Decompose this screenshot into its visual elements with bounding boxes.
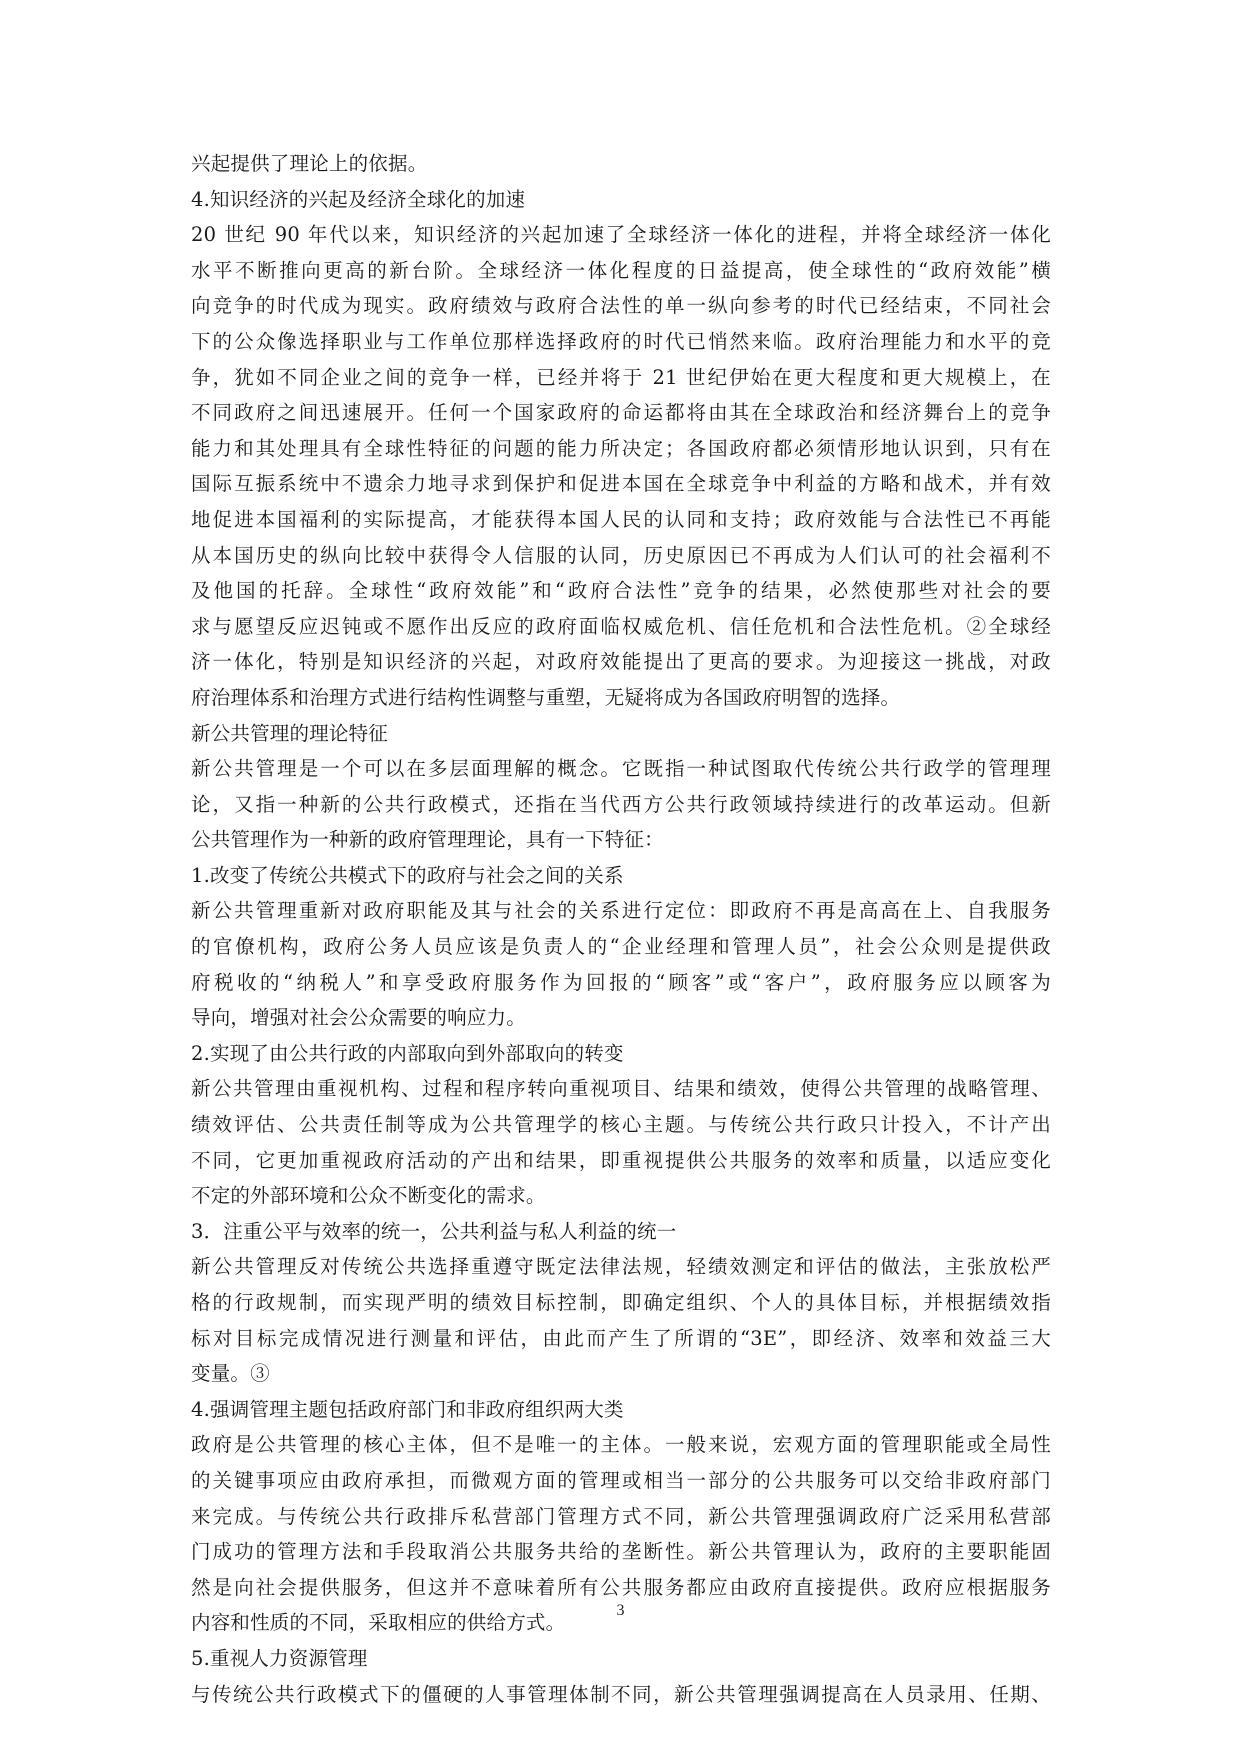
text-line: 济一体化，特别是知识经济的兴起，对政府效能提出了更高的要求。为迎接这一挑战，对政	[191, 650, 1051, 674]
text-line: 新公共管理的理论特征	[191, 721, 389, 745]
text-line: 新公共管理由重视机构、过程和程序转向重视项目、结果和绩效，使得公共管理的战略管理、	[191, 1077, 1051, 1101]
text-line: 不定的外部环境和公众不断变化的需求。	[191, 1184, 546, 1208]
text-line: 及他国的托辞。全球性“政府效能”和“政府合法性”竞争的结果，必然使那些对社会的要	[191, 579, 1051, 603]
text-line: 不同政府之间迅速展开。任何一个国家政府的命运都将由其在全球政治和经济舞台上的竞争	[191, 401, 1051, 425]
text-line: 向竞争的时代成为现实。政府绩效与政府合法性的单一纵向参考的时代已经结束，不同社会	[191, 294, 1051, 318]
text-line: 3．注重公平与效率的统一，公共利益与私人利益的统一	[191, 1219, 677, 1243]
text-line: 不同，它更加重视政府活动的产出和结果，即重视提供公共服务的效率和质量，以适应变化	[191, 1148, 1051, 1172]
text-line: 府治理体系和治理方式进行结构性调整与重塑，无疑将成为各国政府明智的选择。	[191, 685, 901, 709]
document-body	[191, 146, 1051, 1712]
text-line: 公共管理作为一种新的政府管理理论，具有一下特征：	[191, 828, 664, 852]
text-line: 政府是公共管理的核心主体，但不是唯一的主体。一般来说，宏观方面的管理职能或全局性	[191, 1433, 1051, 1457]
text-line: 4.强调管理主题包括政府部门和非政府组织两大类	[191, 1397, 624, 1421]
text-line: 国际互振系统中不遗余力地寻求到保护和促进本国在全球竞争中利益的方略和战术，并有效	[191, 472, 1051, 496]
text-line: 1.改变了传统公共模式下的政府与社会之间的关系	[191, 863, 624, 887]
text-line: 下的公众像选择职业与工作单位那样选择政府的时代已悄然来临。政府治理能力和水平的竞	[191, 329, 1051, 353]
text-line: 论，又指一种新的公共行政模式，还指在当代西方公共行政领域持续进行的改革运动。但新	[191, 792, 1051, 816]
text-line: 的官僚机构，政府公务人员应该是负责人的“企业经理和管理人员”，社会公众则是提供政	[191, 935, 1051, 959]
text-line: 5.重视人力资源管理	[191, 1646, 368, 1670]
text-line: 格的行政规制，而实现严明的绩效目标控制，即确定组织、个人的具体目标，并根据绩效指	[191, 1291, 1051, 1314]
text-line: 4.知识经济的兴起及经济全球化的加速	[191, 187, 526, 211]
text-line: 兴起提供了理论上的依据。	[191, 152, 428, 175]
text-line: 导向，增强对社会公众需要的响应力。	[191, 1006, 526, 1030]
text-line: 与传统公共行政模式下的僵硬的人事管理体制不同，新公共管理强调提高在人员录用、任期、	[191, 1682, 1051, 1706]
text-line: 求与愿望反应迟钝或不愿作出反应的政府面临权威危机、信任危机和合法性危机。②全球经	[191, 614, 1051, 638]
text-line: 能力和其处理具有全球性特征的问题的能力所决定；各国政府都必须情形地认识到，只有在	[191, 436, 1051, 460]
text-line: 从本国历史的纵向比较中获得令人信服的认同，历史原因已不再成为人们认可的社会福利不	[191, 543, 1051, 567]
text-line: 20 世纪 90 年代以来，知识经济的兴起加速了全球经济一体化的进程，并将全球经济一体化	[191, 223, 1051, 247]
text-line: 的关键事项应由政府承担，而微观方面的管理或相当一部分的公共服务可以交给非政府部门	[191, 1468, 1051, 1492]
text-line: 内容和性质的不同，采取相应的供给方式。	[191, 1611, 566, 1635]
text-line: 地促进本国福利的实际提高，才能获得本国人民的认同和支持；政府效能与合法性已不再能	[191, 507, 1051, 531]
text-line: 变量。③	[191, 1362, 270, 1386]
text-line: 然是向社会提供服务，但这并不意味着所有公共服务都应由政府直接提供。政府应根据服务	[191, 1575, 1051, 1599]
text-line: 府税收的“纳税人”和享受政府服务作为回报的“顾客”或“客户”，政府服务应以顾客为	[191, 970, 1051, 994]
text-line: 水平不断推向更高的新台阶。全球经济一体化程度的日益提高，使全球性的“政府效能”横	[191, 258, 1051, 282]
text-line: 2.实现了由公共行政的内部取向到外部取向的转变	[191, 1041, 624, 1065]
text-line: 新公共管理反对传统公共选择重遵守既定法律法规，轻绩效测定和评估的做法，主张放松严	[191, 1255, 1051, 1279]
page-number: 3	[616, 1602, 625, 1619]
text-line: 来完成。与传统公共行政排斥私营部门管理方式不同，新公共管理强调政府广泛采用私营部	[191, 1504, 1051, 1528]
text-line: 门成功的管理方法和手段取消公共服务共给的垄断性。新公共管理认为，政府的主要职能固	[191, 1540, 1051, 1564]
text-line: 新公共管理是一个可以在多层面理解的概念。它既指一种试图取代传统公共行政学的管理理	[191, 757, 1051, 781]
text-line: 标对目标完成情况进行测量和评估，由此而产生了所谓的“3E”，即经济、效率和效益三大	[191, 1326, 1051, 1350]
text-line: 争，犹如不同企业之间的竞争一样，已经并将于 21 世纪伊始在更大程度和更大规模上，在	[191, 365, 1051, 389]
text-line: 新公共管理重新对政府职能及其与社会的关系进行定位：即政府不再是高高在上、自我服务	[191, 899, 1051, 923]
text-line: 绩效评估、公共责任制等成为公共管理学的核心主题。与传统公共行政只计投入，不计产出	[191, 1113, 1051, 1137]
